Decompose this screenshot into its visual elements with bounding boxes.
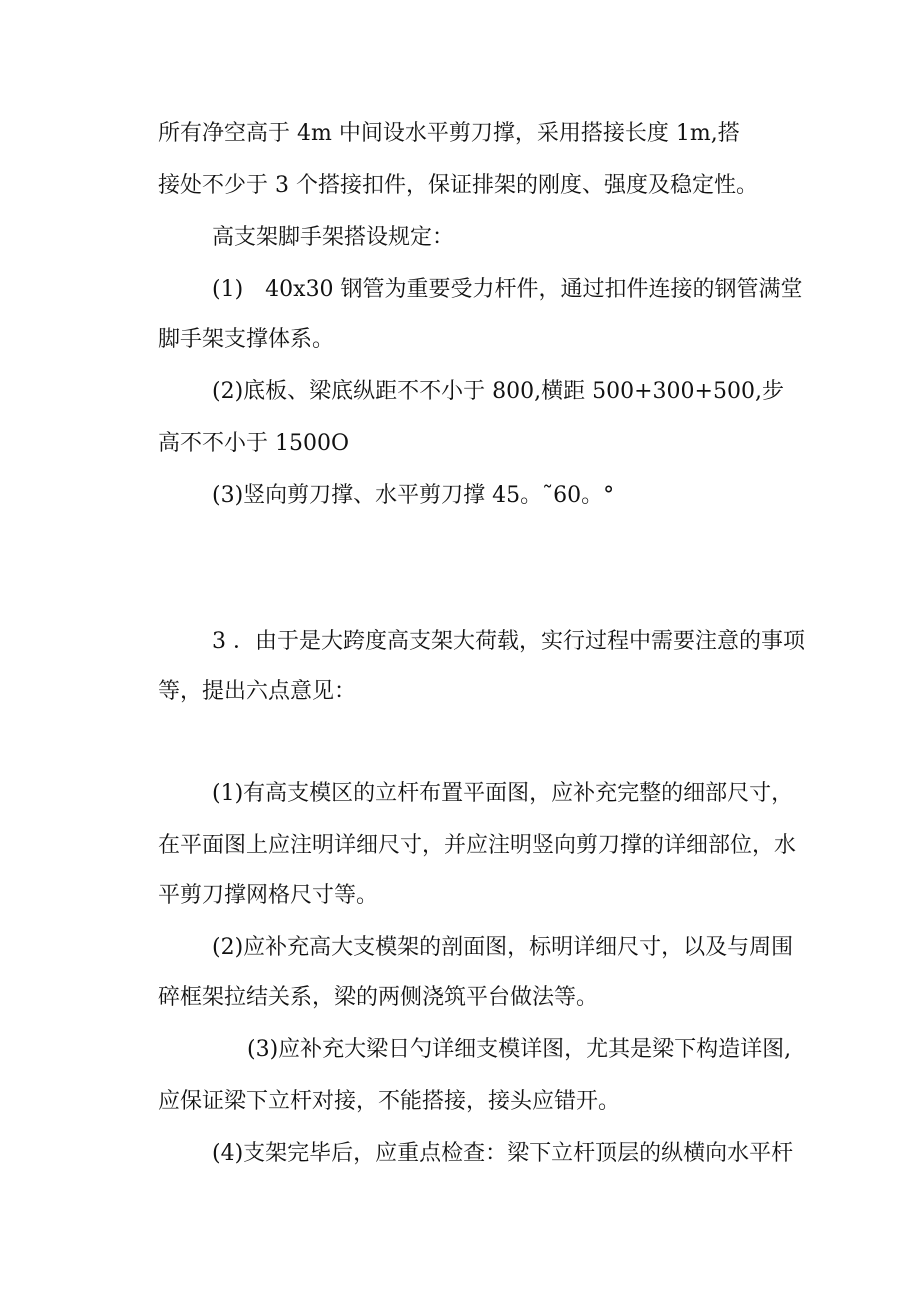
text-line: 等，提出六点意见： [158, 679, 357, 704]
text-line: (3)应补充大梁日勺详细支模详图，尤其是梁下构造详图, [247, 1037, 792, 1062]
text-line: (1)有高支模区的立杆布置平面图，应补充完整的细部尺寸， [212, 781, 794, 806]
text-line: 高不不小于 1500O [158, 431, 350, 456]
text-line: 所有净空高于 4m 中间设水平剪刀撑，采用搭接长度 1m,搭 [158, 121, 740, 146]
text-line: 在平面图上应注明详细尺寸，并应注明竖向剪刀撑的详细部位，水 [158, 833, 797, 858]
text-line: 脚手架支撑体系。 [158, 327, 335, 352]
text-line: (2)底板、梁底纵距不不小于 800,横距 500+300+500,步 [212, 379, 784, 404]
text-line: 应保证梁下立杆对接，不能搭接，接头应错开。 [158, 1089, 621, 1114]
text-line: (4)支架完毕后，应重点检查：梁下立杆顶层的纵横向水平杆 [212, 1141, 794, 1166]
text-line: 高支架脚手架搭设规定： [212, 225, 455, 250]
text-line: 平剪刀撑网格尺寸等。 [158, 883, 379, 908]
text-line: 碎框架拉结关系，梁的两侧浇筑平台做法等。 [158, 985, 599, 1010]
text-line: 3 ．由于是大跨度高支架大荷载，实行过程中需要注意的事项 [212, 629, 805, 654]
text-line: (3)竖向剪刀撑、水平剪刀撑 45。˜60。° [212, 483, 615, 508]
text-line: 接处不少于 3 个搭接扣件，保证排架的刚度、强度及稳定性。 [158, 173, 758, 198]
text-line: (1) 40x30 钢管为重要受力杆件，通过扣件连接的钢管满堂 [212, 277, 803, 302]
text-line: (2)应补充高大支模架的剖面图，标明详细尺寸，以及与周围 [212, 935, 794, 960]
